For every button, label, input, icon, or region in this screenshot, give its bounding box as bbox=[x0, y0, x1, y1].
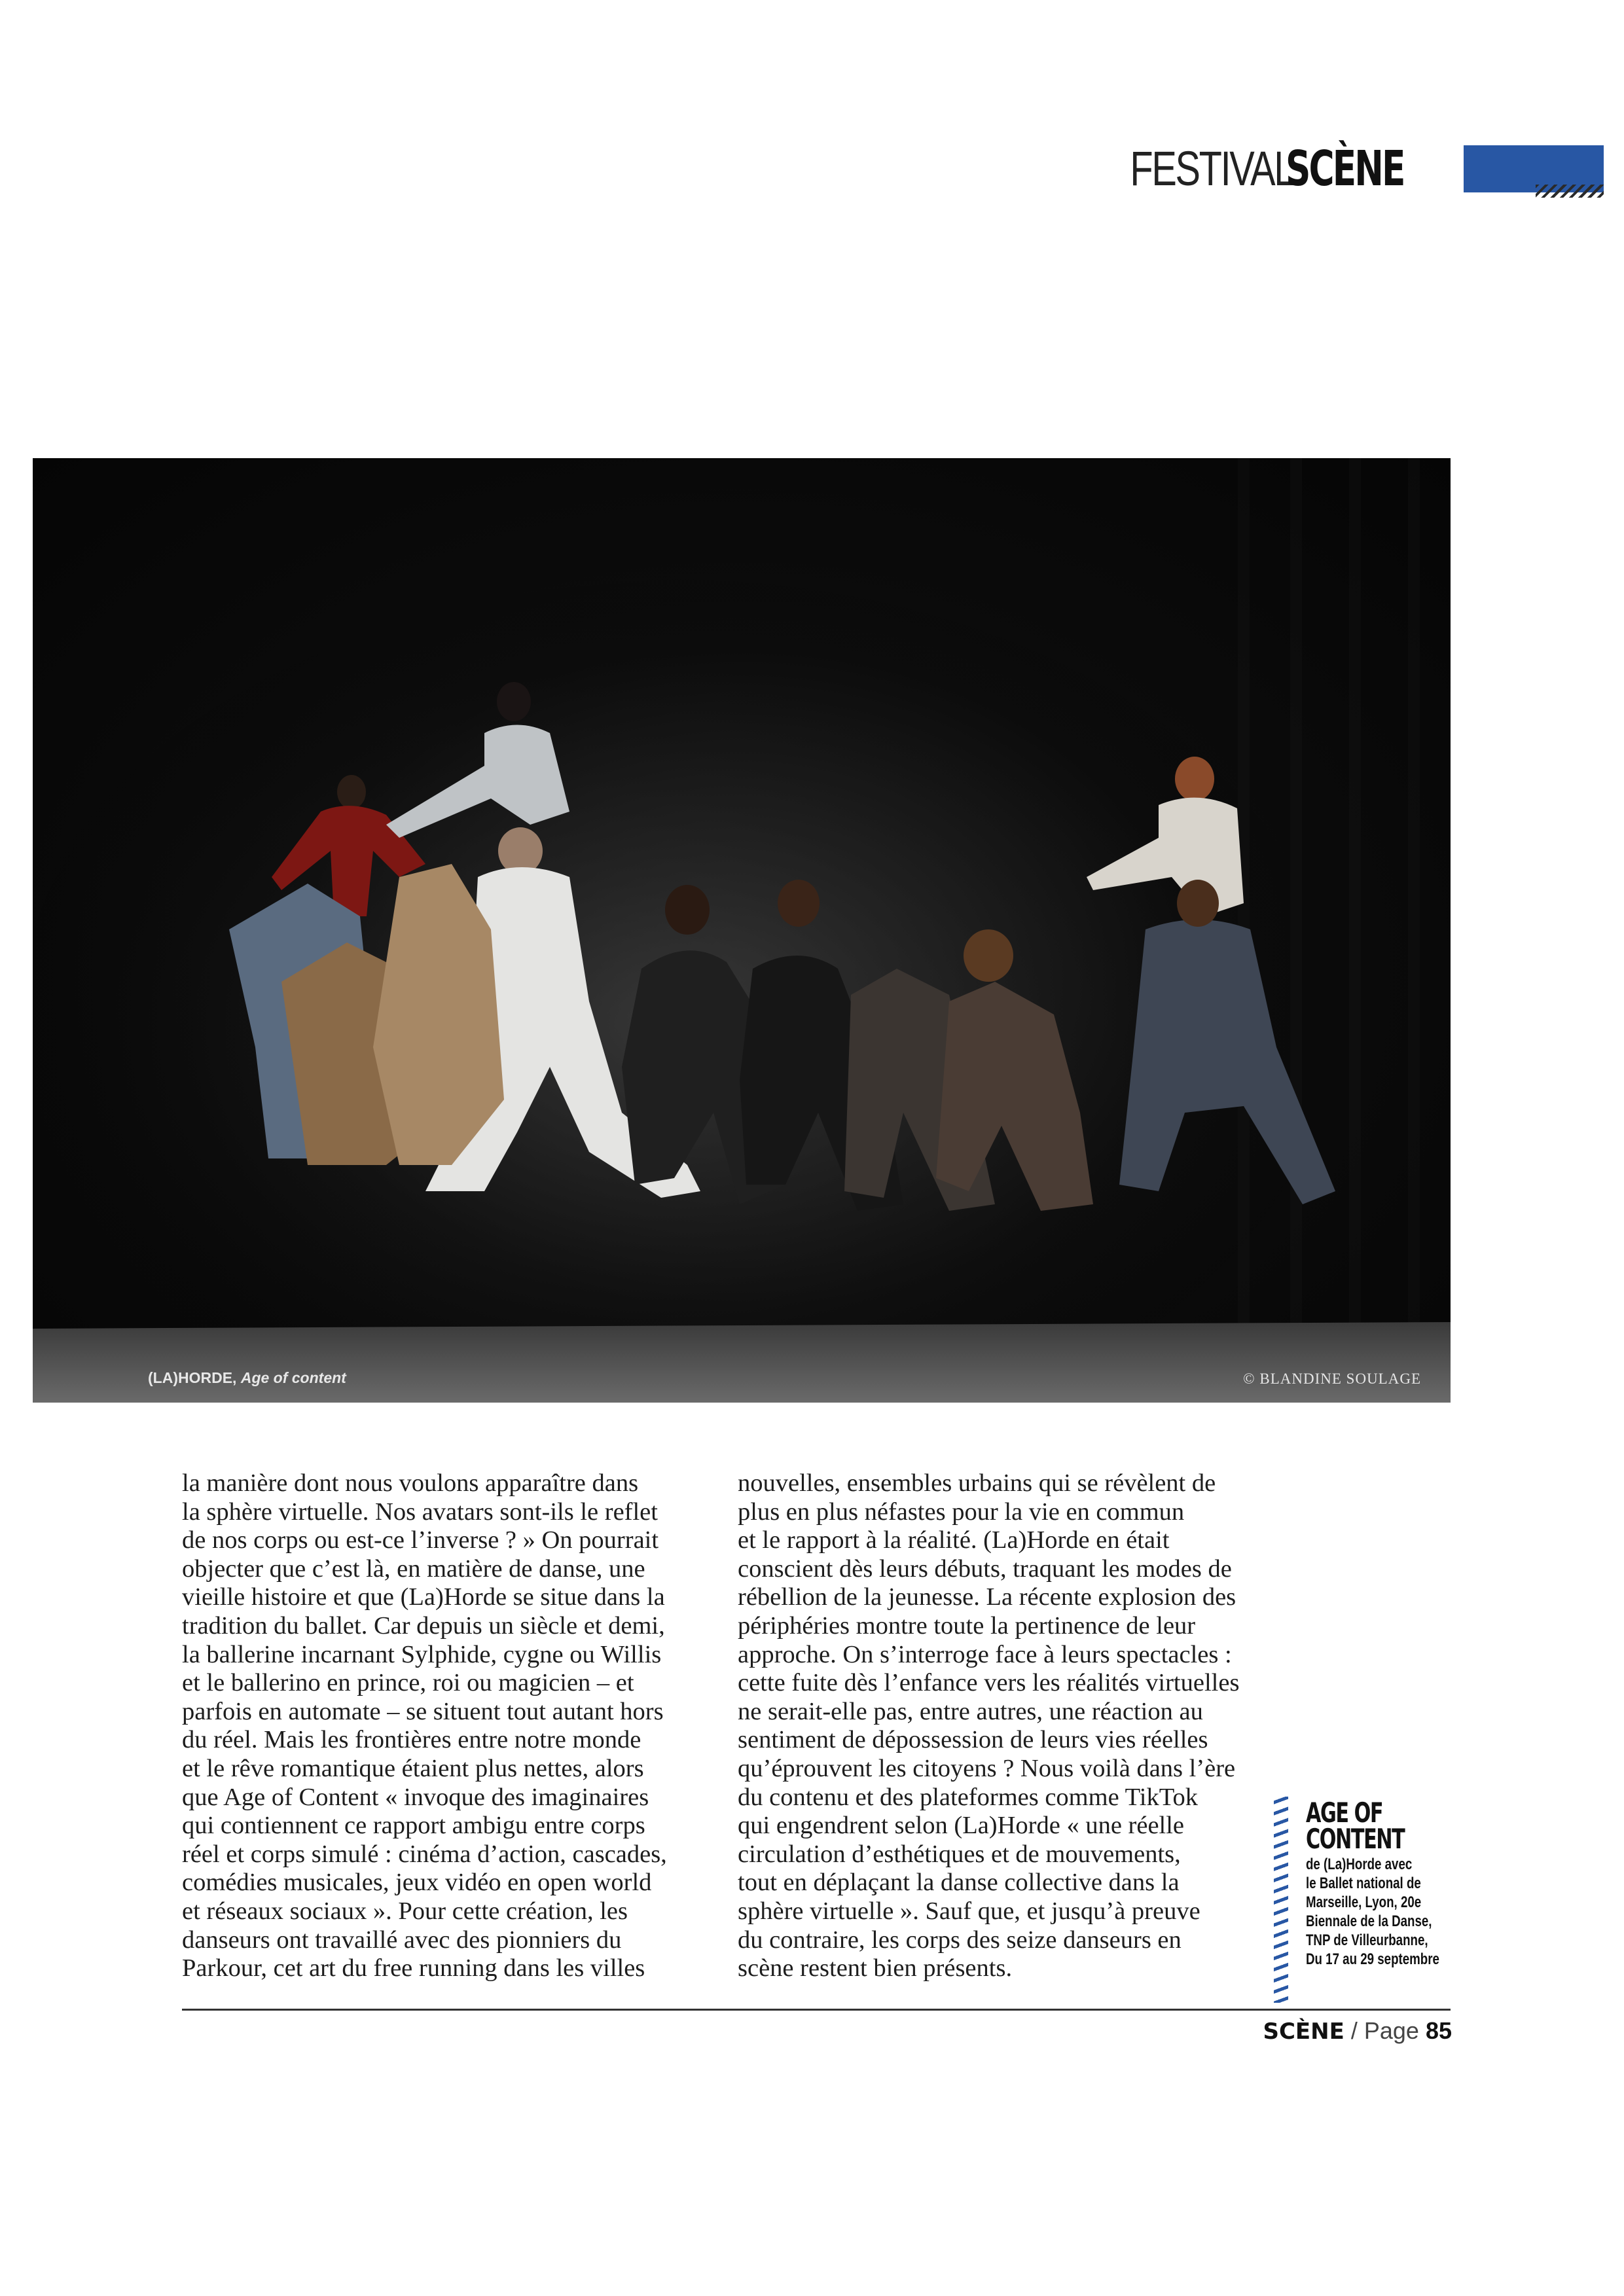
text-line: comédies musicales, jeux vidéo en open world bbox=[182, 1869, 652, 1897]
section-label: FESTIVAL bbox=[1130, 141, 1294, 196]
text-line: objecter que c’est là, en matière de danse, une bbox=[182, 1554, 645, 1583]
page-number: 85 bbox=[1425, 2017, 1452, 2044]
performance-photo bbox=[33, 458, 1451, 1403]
text-line: du réel. Mais les frontières entre notre monde bbox=[182, 1726, 641, 1754]
sidebar-stripe-decoration bbox=[1274, 1797, 1288, 2003]
event-details bbox=[1306, 1855, 1454, 1969]
text-line: rébellion de la jeunesse. La récente explosion des bbox=[738, 1583, 1236, 1611]
text-line: qui engendrent selon (La)Horde « une réelle bbox=[738, 1812, 1185, 1840]
article-column-2 bbox=[738, 1469, 1263, 1983]
text-line: sentiment de dépossession de leurs vies réelles bbox=[738, 1726, 1208, 1754]
text-line: danseurs ont travaillé avec des pionniers du bbox=[182, 1926, 622, 1954]
event-detail-line: le Ballet national de bbox=[1306, 1874, 1421, 1892]
text-line: tout en déplaçant la danse collective dans la bbox=[738, 1869, 1180, 1897]
text-line: cette fuite dès l’enfance vers les réalités virtuelles bbox=[738, 1669, 1240, 1697]
footer-rule bbox=[182, 2009, 1451, 2011]
text-line: et le rapport à la réalité. (La)Horde en était bbox=[738, 1526, 1170, 1554]
text-line: sphère virtuelle ». Sauf que, et jusqu’à preuve bbox=[738, 1897, 1200, 1925]
text-line: nouvelles, ensembles urbains qui se révèlent de bbox=[738, 1469, 1216, 1497]
text-line: vieille histoire et que (La)Horde se situe dans la bbox=[182, 1583, 665, 1611]
text-line: scène restent bien présents. bbox=[738, 1954, 1013, 1982]
text-line: et le ballerino en prince, roi ou magicien – et bbox=[182, 1669, 634, 1697]
text-line: réel et corps simulé : cinéma d’action, cascades, bbox=[182, 1840, 667, 1868]
text-line: approche. On s’interroge face à leurs spectacles : bbox=[738, 1640, 1232, 1668]
text-line: de nos corps ou est-ce l’inverse ? » On pourrait bbox=[182, 1526, 659, 1554]
text-line: parfois en automate – se situent tout autant hors bbox=[182, 1697, 664, 1725]
text-line: et réseaux sociaux ». Pour cette création, les bbox=[182, 1897, 628, 1925]
event-detail-line: TNP de Villeurbanne, bbox=[1306, 1931, 1428, 1949]
footer-page-label: / Page bbox=[1350, 2017, 1419, 2044]
text-line: la ballerine incarnant Sylphide, cygne ou Willis bbox=[182, 1640, 662, 1668]
text-line: du contraire, les corps des seize danseurs en bbox=[738, 1926, 1182, 1954]
event-title bbox=[1306, 1797, 1447, 1855]
text-line: Parkour, cet art du free running dans les villes bbox=[182, 1954, 645, 1982]
photo-credit: © BLANDINE SOULAGE bbox=[1243, 1371, 1421, 1387]
text-line: conscient dès leurs débuts, traquant les modes de bbox=[738, 1554, 1232, 1583]
text-line: périphéries montre toute la pertinence de leur bbox=[738, 1611, 1196, 1640]
text-line: qu’éprouvent les citoyens ? Nous voilà dans l’ère bbox=[738, 1754, 1236, 1782]
text-line: la sphère virtuelle. Nos avatars sont-ils le reflet bbox=[182, 1498, 658, 1526]
section-title: SCÈNE bbox=[1286, 141, 1404, 197]
text-line: que Age of Content « invoque des imaginaires bbox=[182, 1783, 649, 1811]
event-detail-line: Marseille, Lyon, 20e bbox=[1306, 1893, 1422, 1911]
stage-floor bbox=[33, 1322, 1451, 1403]
event-info-box bbox=[1306, 1797, 1456, 1969]
text-line: circulation d’esthétiques et de mouvements, bbox=[738, 1840, 1181, 1868]
dancers-illustration bbox=[33, 458, 1451, 1403]
event-title-line: AGE OF bbox=[1306, 1797, 1383, 1829]
caption-company: (LA)HORDE, bbox=[148, 1369, 237, 1386]
event-detail-line: de (La)Horde avec bbox=[1306, 1856, 1413, 1873]
event-title-line: CONTENT bbox=[1306, 1823, 1405, 1855]
text-line: ne serait-elle pas, entre autres, une réaction au bbox=[738, 1697, 1203, 1725]
photo-caption bbox=[148, 1369, 346, 1387]
text-line: du contenu et des plateformes comme TikTok bbox=[738, 1783, 1199, 1811]
page-footer bbox=[1263, 2017, 1452, 2045]
text-line: plus en plus néfastes pour la vie en commun bbox=[738, 1498, 1185, 1526]
text-line: qui contiennent ce rapport ambigu entre corps bbox=[182, 1812, 645, 1840]
caption-title: Age of content bbox=[240, 1369, 346, 1386]
text-line: tradition du ballet. Car depuis un siècle et demi, bbox=[182, 1611, 665, 1640]
event-detail-line: Biennale de la Danse, bbox=[1306, 1912, 1432, 1930]
footer-magazine-name: SCÈNE bbox=[1263, 2018, 1344, 2045]
event-detail-line: Du 17 au 29 septembre bbox=[1306, 1950, 1439, 1968]
text-line: et le rêve romantique étaient plus nettes, alors bbox=[182, 1754, 644, 1782]
article-column-1 bbox=[182, 1469, 706, 1983]
section-header bbox=[1084, 139, 1450, 199]
header-hatch-decoration bbox=[1536, 185, 1604, 198]
text-line: la manière dont nous voulons apparaître dans bbox=[182, 1469, 639, 1497]
